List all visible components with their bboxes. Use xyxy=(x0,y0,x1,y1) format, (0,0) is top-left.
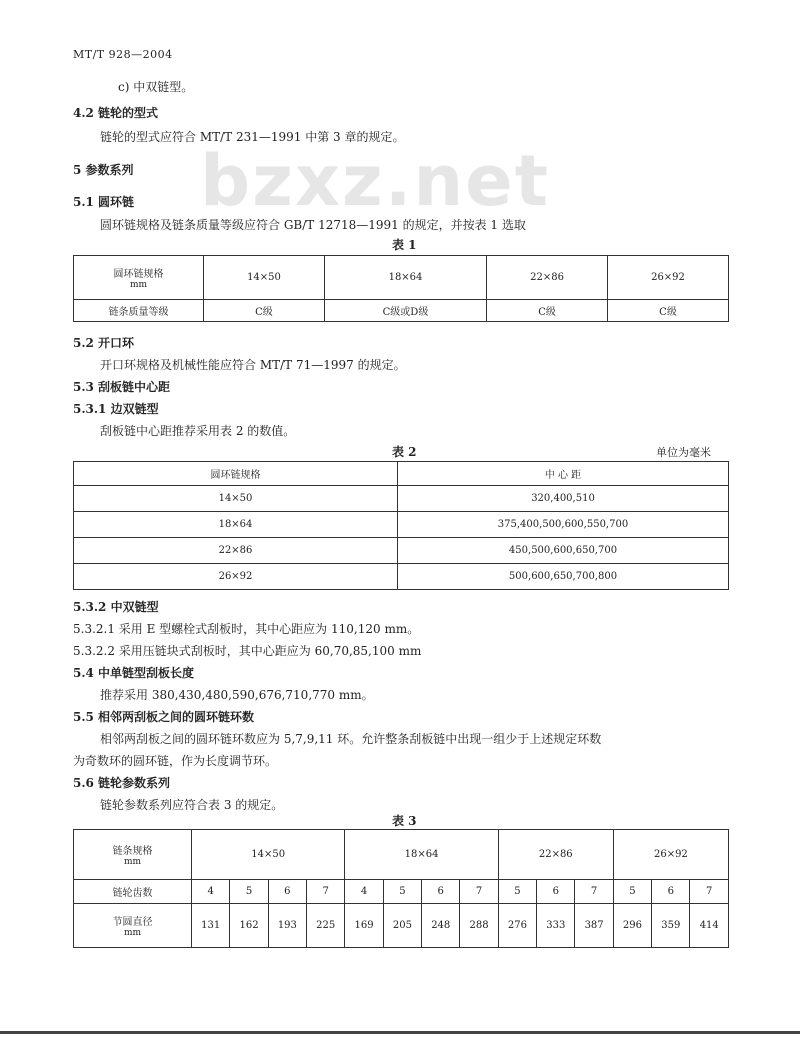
table1-size-cell: 18×64 xyxy=(324,256,486,300)
table2-unit: 单位为毫米 xyxy=(656,446,711,459)
section-5-5-body-1: 相邻两刮板之间的圆环链环数应为 5,7,9,11 环。允许整条刮板链中出现一组少于上述规定环数 xyxy=(100,732,602,746)
section-5-title: 5 参数系列 xyxy=(73,163,134,177)
section-5-5-body-2: 为奇数环的圆环链，作为长度调节环。 xyxy=(73,754,278,768)
table3-teeth-cell: 6 xyxy=(268,880,306,904)
table3-diameter-cell: 359 xyxy=(652,904,690,948)
table1-grade-cell: C级 xyxy=(608,300,729,322)
table3-diameter-cell: 131 xyxy=(192,904,230,948)
table3-teeth-cell: 5 xyxy=(498,880,536,904)
table3-teeth-cell: 6 xyxy=(652,880,690,904)
table1-row2-header: 链条质量等级 xyxy=(74,300,204,322)
table3-teeth-cell: 7 xyxy=(575,880,613,904)
section-5-3-1-body: 刮板链中心距推荐采用表 2 的数值。 xyxy=(100,424,296,438)
watermark: bzxz.net xyxy=(200,140,551,222)
table3-teeth-cell: 6 xyxy=(537,880,575,904)
table3-diameter-cell: 288 xyxy=(460,904,498,948)
table2-values: 320,400,510 xyxy=(398,486,729,512)
table1-grade-cell: C级 xyxy=(204,300,325,322)
table2-caption: 表 2 xyxy=(392,445,417,459)
table3-size-cell: 14×50 xyxy=(192,830,345,880)
section-4-2-body: 链轮的型式应符合 MT/T 231—1991 中第 3 章的规定。 xyxy=(100,130,405,144)
table3-teeth-cell: 5 xyxy=(613,880,651,904)
section-5-4-title: 5.4 中单链型刮板长度 xyxy=(73,666,195,680)
table3-diameter-cell: 387 xyxy=(575,904,613,948)
page-bottom-rule xyxy=(0,1031,800,1034)
table1-caption: 表 1 xyxy=(392,238,417,252)
table3-diameter-cell: 248 xyxy=(422,904,460,948)
table3-row2-header: 链轮齿数 xyxy=(74,880,192,904)
section-5-3-2-2: 5.3.2.2 采用压链块式刮板时，其中心距应为 60,70,85,100 mm xyxy=(73,644,422,658)
section-5-6-title: 5.6 链轮参数系列 xyxy=(73,776,171,790)
table-row xyxy=(74,564,729,590)
table3-diameter-cell: 169 xyxy=(345,904,383,948)
table2-size: 18×64 xyxy=(74,512,398,538)
table3-teeth-cell: 7 xyxy=(307,880,345,904)
table3-diameter-cell: 225 xyxy=(307,904,345,948)
section-4-2-title: 4.2 链轮的型式 xyxy=(73,106,159,120)
table2-col1-header: 圆环链规格 xyxy=(74,462,398,486)
table-row xyxy=(74,486,729,512)
section-5-3-title: 5.3 刮板链中心距 xyxy=(73,380,171,394)
table3-teeth-cell: 7 xyxy=(690,880,729,904)
table3-row3-header: 节圆直径 mm xyxy=(74,904,192,948)
section-5-6-body: 链轮参数系列应符合表 3 的规定。 xyxy=(100,798,284,812)
table3-diameter-cell: 414 xyxy=(690,904,729,948)
table3-size-cell: 22×86 xyxy=(498,830,613,880)
table3-teeth-cell: 5 xyxy=(383,880,421,904)
table3-row1-header: 链条规格 mm xyxy=(74,830,192,880)
section-5-5-title: 5.5 相邻两刮板之间的圆环链环数 xyxy=(73,710,255,724)
table1-grade-cell: C级或D级 xyxy=(324,300,486,322)
table2-col2-header: 中 心 距 xyxy=(398,462,729,486)
table1-size-cell: 26×92 xyxy=(608,256,729,300)
table1-grade-cell: C级 xyxy=(487,300,608,322)
table3-teeth-cell: 4 xyxy=(192,880,230,904)
table1-row1-header: 圆环链规格 mm xyxy=(74,256,204,300)
table3-diameter-cell: 333 xyxy=(537,904,575,948)
section-5-2-title: 5.2 开口环 xyxy=(73,336,135,350)
table2-size: 26×92 xyxy=(74,564,398,590)
table2-values: 500,600,650,700,800 xyxy=(398,564,729,590)
table2-values: 450,500,600,650,700 xyxy=(398,538,729,564)
table2-values: 375,400,500,600,550,700 xyxy=(398,512,729,538)
section-5-3-2-title: 5.3.2 中双链型 xyxy=(73,600,159,614)
table2-size: 14×50 xyxy=(74,486,398,512)
section-5-1-body: 圆环链规格及链条质量等级应符合 GB/T 12718—1991 的规定，并按表 1 选取 xyxy=(100,218,526,232)
table-row xyxy=(74,538,729,564)
table3-size-cell: 18×64 xyxy=(345,830,498,880)
section-5-3-1-title: 5.3.1 边双链型 xyxy=(73,402,159,416)
table3-caption: 表 3 xyxy=(392,814,417,828)
section-5-4-body: 推荐采用 380,430,480,590,676,710,770 mm。 xyxy=(100,688,374,702)
table3-diameter-cell: 205 xyxy=(383,904,421,948)
table3-diameter-cell: 193 xyxy=(268,904,306,948)
table3-diameter-cell: 276 xyxy=(498,904,536,948)
table1-size-cell: 22×86 xyxy=(487,256,608,300)
table3-teeth-cell: 6 xyxy=(422,880,460,904)
table3-teeth-cell: 5 xyxy=(230,880,268,904)
table3-teeth-cell: 7 xyxy=(460,880,498,904)
table2 xyxy=(73,461,729,590)
table-row xyxy=(74,512,729,538)
section-5-1-title: 5.1 圆环链 xyxy=(73,195,135,209)
table1-size-cell: 14×50 xyxy=(204,256,325,300)
table1 xyxy=(73,255,729,322)
table3-diameter-cell: 162 xyxy=(230,904,268,948)
table3-size-cell: 26×92 xyxy=(613,830,728,880)
section-5-2-body: 开口环规格及机械性能应符合 MT/T 71—1997 的规定。 xyxy=(100,358,406,372)
item-c: c) 中双链型。 xyxy=(118,80,194,94)
table2-size: 22×86 xyxy=(74,538,398,564)
table3 xyxy=(73,829,729,948)
section-5-3-2-1: 5.3.2.1 采用 E 型螺栓式刮板时，其中心距应为 110,120 mm。 xyxy=(73,622,420,636)
table3-teeth-cell: 4 xyxy=(345,880,383,904)
table3-diameter-cell: 296 xyxy=(613,904,651,948)
page-header: MT/T 928—2004 xyxy=(73,48,173,61)
